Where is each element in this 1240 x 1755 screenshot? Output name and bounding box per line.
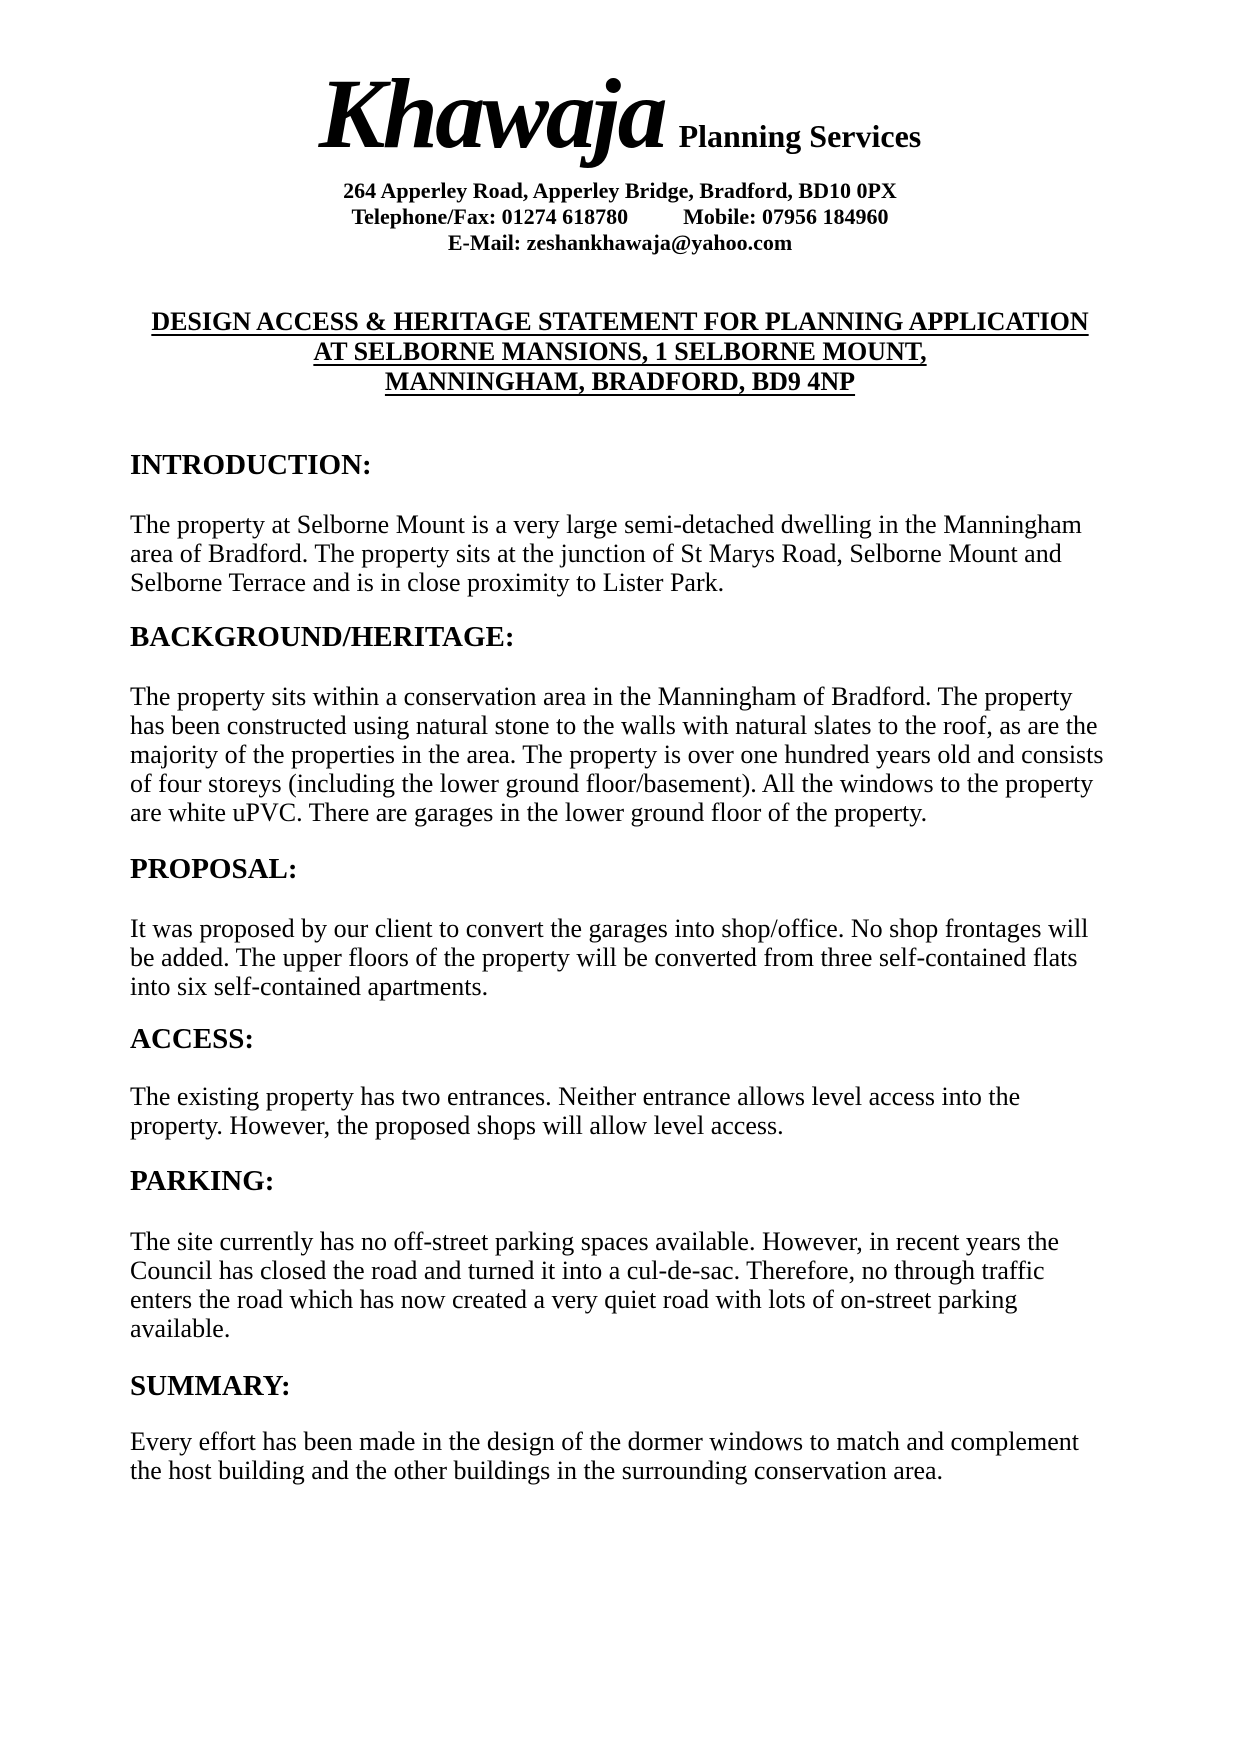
section-paragraph-summary: Every effort has been made in the design of the dormer windows to match and complement the host building and the other buildings in the surrounding conservation area. [130,1427,1079,1485]
document-title-line-1: DESIGN ACCESS & HERITAGE STATEMENT FOR PLANNING APPLICATION [151,307,1089,336]
section-heading-proposal: PROPOSAL: [130,853,298,885]
document-title-line-3: MANNINGHAM, BRADFORD, BD9 4NP [384,367,856,396]
section-heading-introduction: INTRODUCTION: [130,449,372,481]
phone-fax-value: Telephone/Fax: 01274 618780 [351,204,629,229]
mobile-value: Mobile: 07956 184960 [683,204,889,229]
section-heading-background-heritage: BACKGROUND/HERITAGE: [130,621,515,653]
section-paragraph-background-heritage: The property sits within a conservation area in the Manningham of Bradford. The property has been constructed using natural stone to the walls with natural slates to the roof, as are the majority of the properties in the area. The property is over one hundred years old and consists of four storeys (including the lower ground floor/basement). All the windows to the property are white uPVC. There are garages in the lower ground floor of the property. [130,682,1104,827]
letterhead [130,58,1110,169]
company-logo-text: Khawaja [318,58,665,169]
letterhead-email: E-Mail: zeshankhawaja@yahoo.com [447,230,793,255]
section-paragraph-proposal: It was proposed by our client to convert the garages into shop/office. No shop frontages will be added. The upper floors of the property will be converted from three self-contained flats into six self-contained apartments. [130,914,1089,1001]
section-paragraph-introduction: The property at Selborne Mount is a very large semi-detached dwelling in the Manningham area of Bradford. The property sits at the junction of St Marys Road, Selborne Mount and Selborne Terrace and is in close proximity to Lister Park. [130,510,1082,597]
document-title [130,307,1110,397]
company-logo-suffix: Planning Services [678,118,922,154]
letterhead-phone-line [130,204,1110,230]
section-heading-parking: PARKING: [130,1165,275,1197]
section-heading-access: ACCESS: [130,1023,255,1055]
section-paragraph-access: The existing property has two entrances. Neither entrance allows level access into the property. However, the proposed shops will allow level access. [130,1082,1021,1140]
letterhead-address: 264 Apperley Road, Apperley Bridge, Bradford, BD10 0PX [343,178,897,203]
section-heading-summary: SUMMARY: [130,1370,291,1402]
section-paragraph-parking: The site currently has no off-street parking spaces available. However, in recent years the Council has closed the road and turned it into a cul-de-sac. Therefore, no through traffic enters the road which has now created a very quiet road with lots of on-street parking available. [130,1227,1060,1343]
document-title-line-2: AT SELBORNE MANSIONS, 1 SELBORNE MOUNT, [313,337,927,366]
